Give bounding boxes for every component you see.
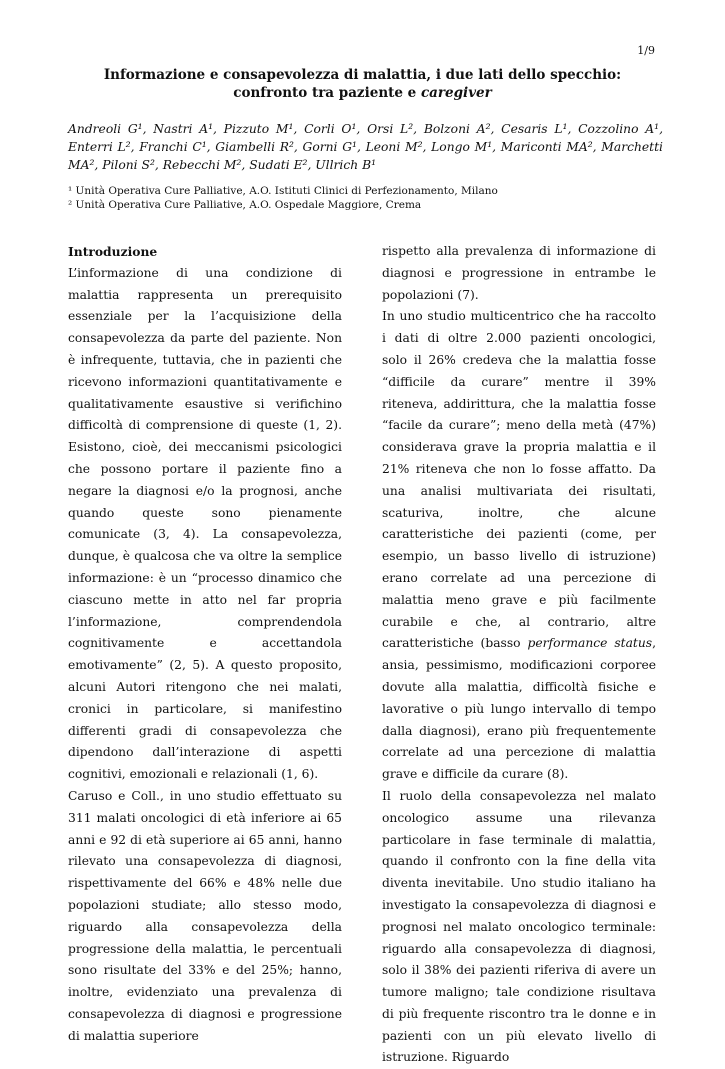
paper-title	[60, 66, 665, 102]
right-column	[382, 241, 656, 1069]
paragraph: Caruso e Coll., in uno studio effettuato su 311 malati oncologici di età inferiore ai 65 anni e 92 di età superiore ai 65 anni, hanno rilevato una consapevolezza di diagnosi, rispettivamente del 66% e 48% nelle due popolazioni studiate; allo stesso modo, riguardo alla consapevolezza della progressione della malattia, le percentuali sono risultate del 33% e del 25%; hanno, inoltre, evidenziato una prevalenza di consapevolezza di diagnosi e progressione di malattia superiore	[68, 788, 342, 1043]
paragraph-italic-term: performance status	[527, 636, 653, 651]
paragraph: L’informazione di una condizione di malattia rappresenta un prerequisito essenziale per la l’acquisizione della consapevolezza da parte del paziente. Non è infrequente, tuttavia, che in pazienti che ricevono informazioni quantitativamente e qualitativamente esaustive si verifichino difficoltà di comprensione di queste (1, 2). Esistono, cioè, dei meccanismi psicologici che possono portare il paziente fino a negare la diagnosi e/o la prognosi, anche quando queste sono pienamente comunicate (3, 4). La consapevolezza, dunque, è qualcosa che va oltre la semplice informazione: è un “processo dinamico che ciascuno mette in atto nel far propria l’informazione, comprendendola cognitivamente e accettandola emotivamente” (2, 5). A questo proposito, alcuni Autori ritengono che nei malati, cronici in particolare, si manifestino differenti gradi di consapevolezza che dipendono dall’interazione di aspetti cognitivi, emozionali e relazionali (1, 6).	[68, 265, 342, 782]
paragraph: rispetto alla prevalenza di informazione di diagnosi e progressione in entrambe le popolazioni (7).	[382, 244, 656, 302]
title-line-2-italic: caregiver	[420, 85, 492, 101]
author-list: Andreoli G¹, Nastri A¹, Pizzuto M¹, Corli O¹, Orsi L², Bolzoni A², Cesaris L¹, Cozzolino A¹, Enterri L², Franchi C¹, Giambelli R², Gorni G¹, Leoni M², Longo M¹, Mariconti MA², Marchetti MA², Piloni S², Rebecchi M², Sudati E², Ullrich B¹	[68, 122, 663, 172]
paragraph: Il ruolo della consapevolezza nel malato oncologico assume una rilevanza particolare in fase terminale di malattia, quando il confronto con la fine della vita diventa inevitabile. Uno studio italiano ha investigato la consapevolezza di diagnosi e prognosi nel malato oncologico terminale: riguardo alla consapevolezza di diagnosi, solo il 38% dei pazienti riferiva di avere un tumore maligno; tale condizione risultava di più frequente riscontro tra le donne e in pazienti con un più elevato livello di istruzione. Riguardo	[382, 788, 656, 1065]
left-column	[68, 241, 342, 1047]
section-heading: Introduzione	[68, 244, 158, 259]
paragraph-text: In uno studio multicentrico che ha raccolto i dati di oltre 2.000 pazienti oncologici, solo il 26% credeva che la malattia fosse “difficile da curare” mentre il 39% riteneva, addirittura, che la malattia fosse “facile da curare”; meno della metà (47%) considerava grave la propria malattia e il 21% riteneva che non lo fosse affatto. Da una analisi multivariata dei risultati, scaturiva, inoltre, che alcune caratteristiche dei pazienti (come, per esempio, un basso livello di istruzione) erano correlate ad una percezione di malattia meno grave e più facilmente curabile e che, al contrario, altre caratteristiche (basso	[382, 309, 656, 651]
paragraph-text: , ansia, pessimismo, modificazioni corporee dovute alla malattia, difficoltà fisiche e lavorative o più lungo intervallo di tempo dalla diagnosi), erano più frequentemente correlate ad una percezione di malattia grave e difficile da curare (8).	[382, 636, 656, 782]
title-line-1: Informazione e consapevolezza di malattia, i due lati dello specchio:	[103, 67, 622, 83]
affiliation-1: ¹ Unità Operativa Cure Palliative, A.O. Istituti Clinici di Perfezionamento, Milano	[68, 185, 498, 197]
paragraph	[382, 306, 656, 786]
title-line-2	[60, 84, 665, 102]
title-line-2-text: confronto tra paziente e	[233, 85, 421, 101]
page-number: 1/9	[637, 44, 655, 57]
affiliation-2: ² Unità Operativa Cure Palliative, A.O. Ospedale Maggiore, Crema	[68, 199, 422, 211]
